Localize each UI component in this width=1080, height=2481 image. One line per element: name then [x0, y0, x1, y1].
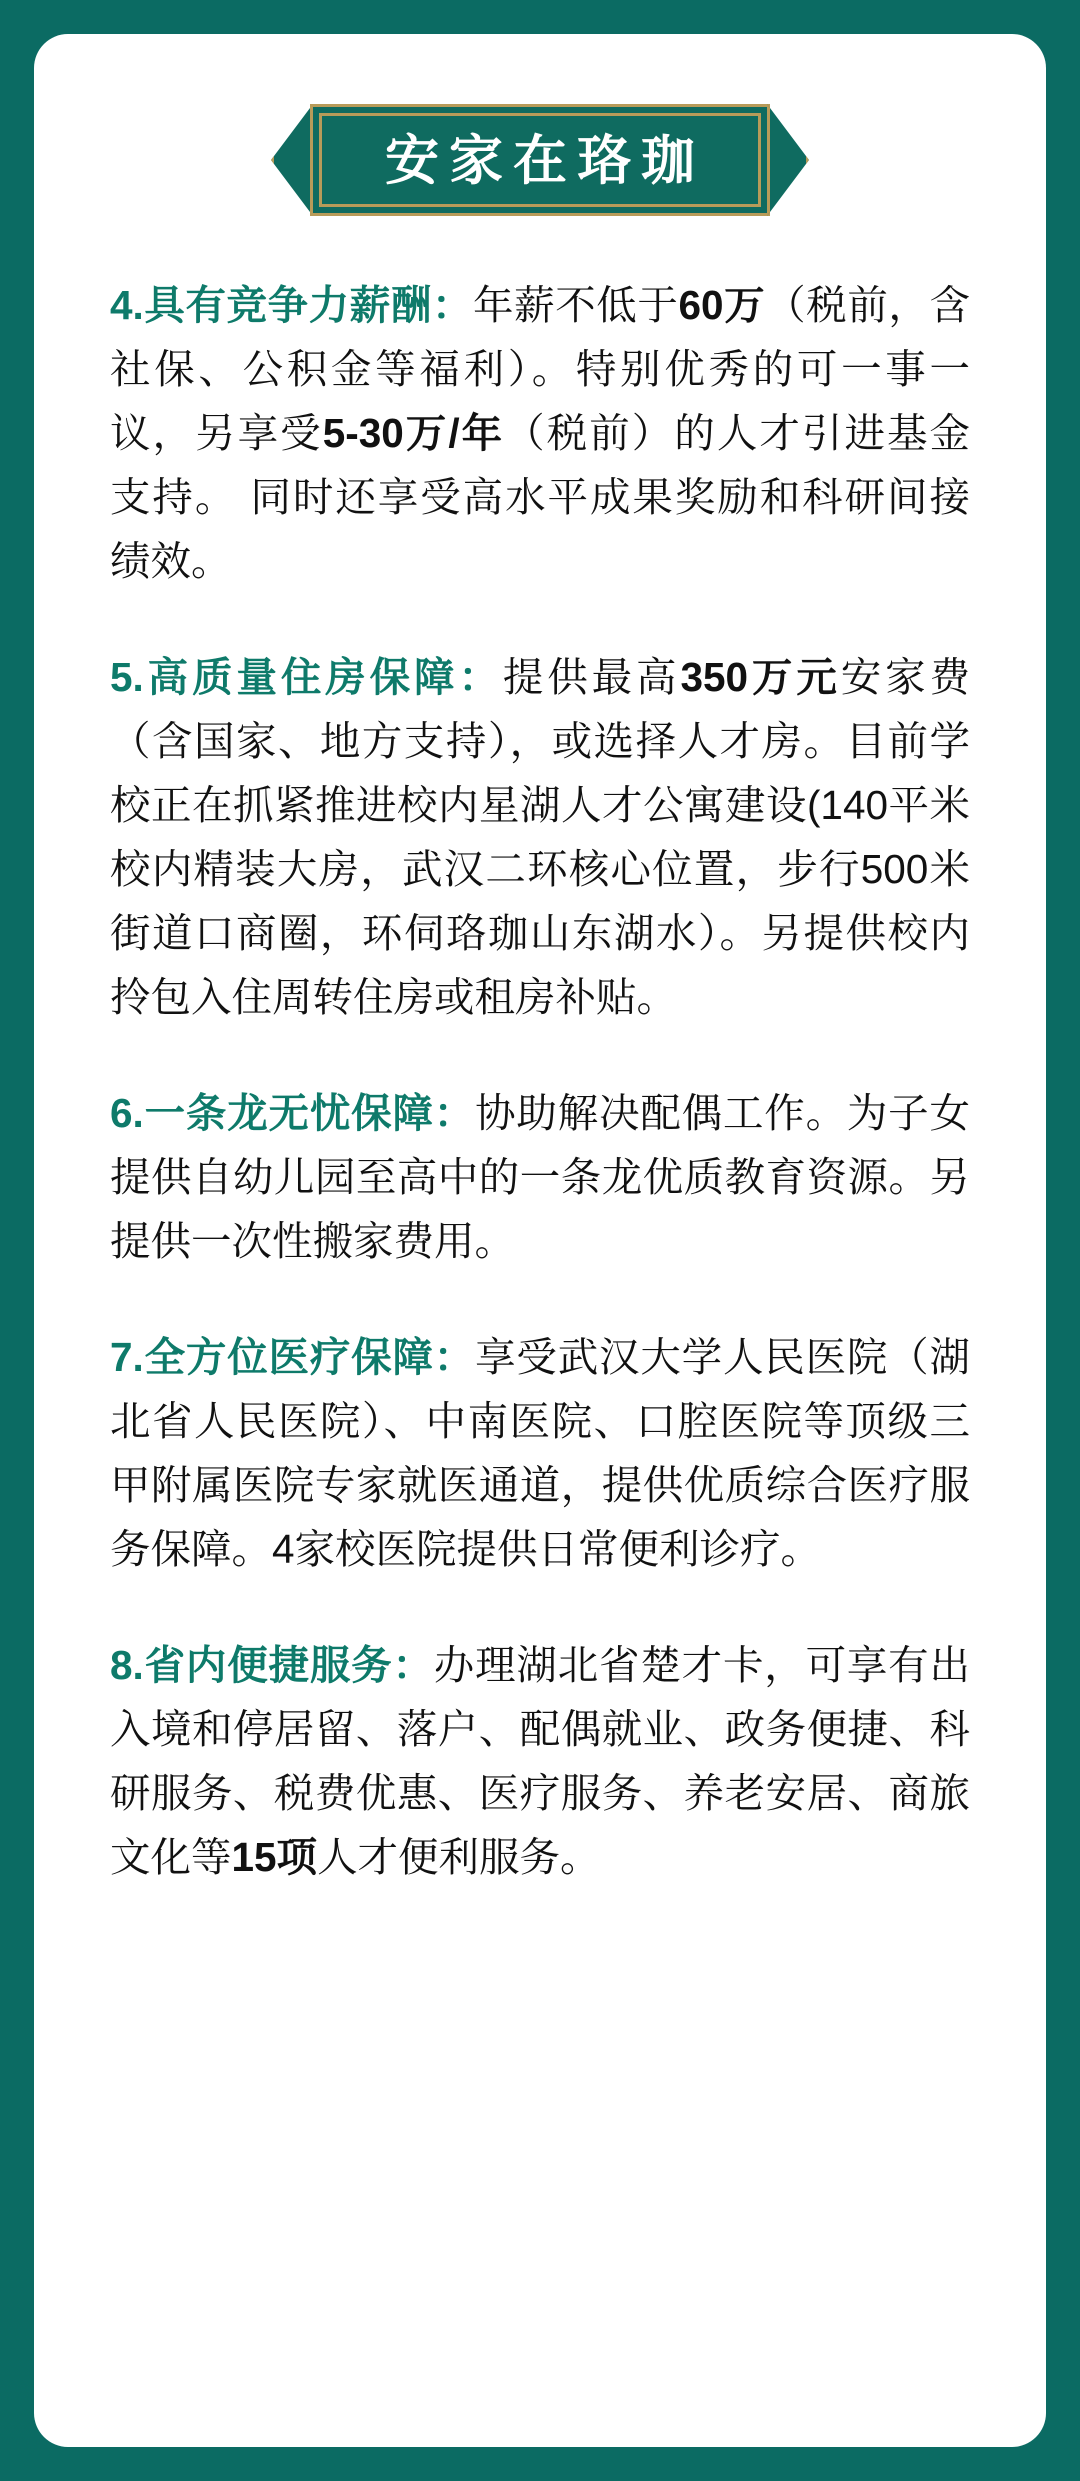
body-text-housing-0: 提供最高: [502, 653, 681, 700]
body-text-province-service-2: 人才便利服务。: [317, 1833, 601, 1880]
highlight-text-salary-3: 5-30万/年: [322, 409, 505, 456]
banner-right-arrow-icon: [770, 104, 812, 216]
section-lead-medical: 7.全方位医疗保障：: [110, 1333, 476, 1380]
banner-left-arrow-icon: [268, 104, 310, 216]
body-text-salary-0: 年薪不低于: [473, 282, 679, 328]
section-lead-one-stop: 6.一条龙无忧保障：: [110, 1089, 476, 1136]
body-text-province-service-0: 办理湖北省楚才卡，可享有出入境和停居留、落户、配偶就业、政务便捷、科研服务、税费优惠、医疗服务、养老安居、商旅文化等: [110, 1641, 970, 1880]
section-lead-province-service: 8.省内便捷服务：: [110, 1641, 434, 1688]
body-text-salary-4: （税前）的人才引进基金支持。 同时还享受高水平成果奖励和科研间接绩效。: [110, 409, 971, 584]
content-card: [34, 34, 1046, 2447]
section-paragraph-medical: [110, 1326, 970, 1582]
body-text-medical-0: 享受武汉大学人民医院（湖北省人民医院）、中南医院、口腔医院等顶级三甲附属医院专家就医通道，提供优质综合医疗服务保障。4家校医院提供日常便利诊疗。: [110, 1333, 970, 1572]
section-lead-housing: 5.高质量住房保障：: [110, 653, 503, 700]
section-lead-salary: 4.具有竞争力薪酬：: [110, 282, 474, 328]
banner-inner: [268, 104, 812, 216]
section-paragraph-salary: [110, 274, 970, 594]
banner-title: 安家在珞珈: [310, 104, 770, 216]
body-text-salary-2: （税前，含社保、公积金等福利）。特别优秀的可一事一议，另享受: [110, 282, 971, 456]
section-paragraph-housing: [110, 646, 970, 1030]
sections-container: [92, 274, 988, 1890]
highlight-text-salary-1: 60万: [678, 282, 766, 328]
highlight-text-housing-1: 350万元: [680, 653, 841, 700]
body-text-one-stop-0: 协助解决配偶工作。为子女提供自幼儿园至高中的一条龙优质教育资源。另提供一次性搬家费用。: [110, 1089, 970, 1264]
section-paragraph-one-stop: [110, 1082, 970, 1274]
body-text-housing-2: 安家费（含国家、地方支持），或选择人才房。目前学校正在抓紧推进校内星湖人才公寓建设(140平米校内精装大房，武汉二环核心位置，步行500米街道口商圈，环伺珞珈山东湖水）。另提供校内拎包入住周转住房或租房补贴。: [110, 653, 971, 1020]
highlight-text-province-service-1: 15项: [231, 1833, 318, 1880]
section-paragraph-province-service: [110, 1634, 970, 1890]
banner: [92, 104, 988, 216]
